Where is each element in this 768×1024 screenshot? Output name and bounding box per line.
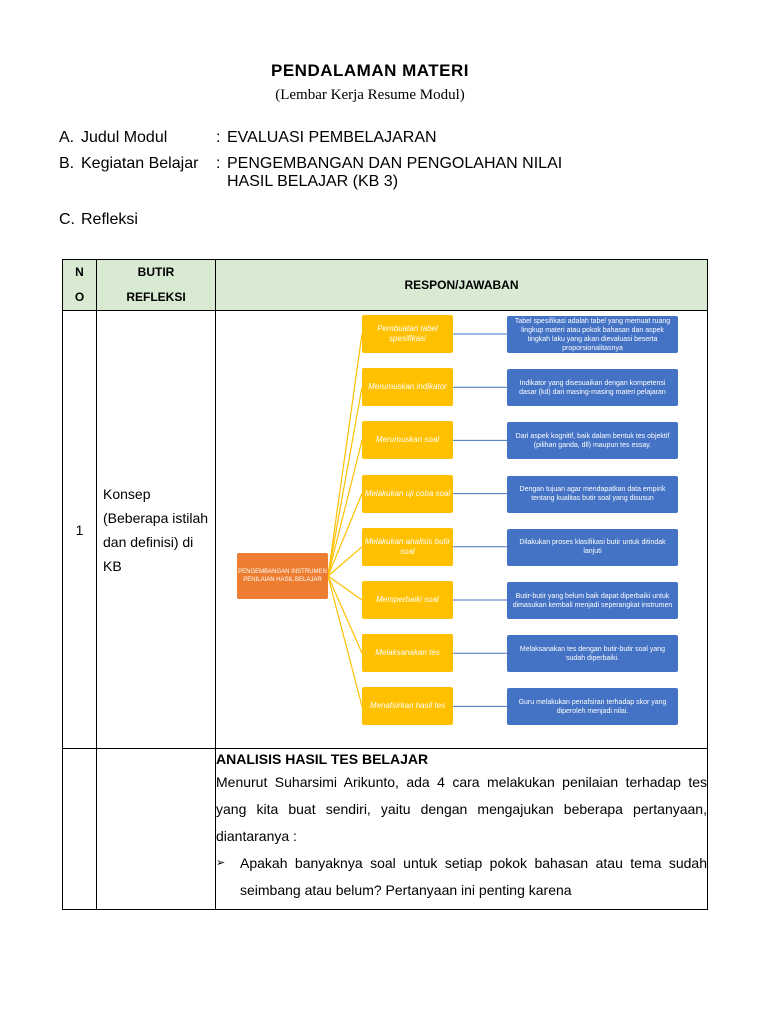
info-b-prefix: B.	[59, 155, 75, 172]
analysis-body: Menurut Suharsimi Arikunto, ada 4 cara melakukan penilaian terhadap tes yang kita buat sendiri, yaitu dengan mengajukan beberapa pertanyaan, diantaranya :	[216, 774, 707, 844]
analysis-bullet-text: Apakah banyaknya soal untuk setiap pokok bahasan atau tema sudah seimbang atau belum? Pertanyaan ini penting karena	[240, 855, 707, 898]
header-no-line2: O	[74, 290, 85, 304]
row1-butir: Konsep (Beberapa istilah dan definisi) di KB	[97, 311, 216, 749]
center-connector-line	[328, 387, 362, 576]
step-label-node: Memperbaiki soal	[362, 581, 453, 619]
header-butir-line2: REFLEKSI	[126, 290, 186, 304]
reflection-table	[62, 259, 708, 910]
step-label-node: Menafsirkan hasil tes	[362, 687, 453, 725]
step-description-node: Dengan tujuan agar mendapatkan data empirik tentang kualitas butir soal yang disusun	[507, 476, 678, 513]
info-c-prefix: C.	[59, 211, 75, 228]
info-a-separator: :	[216, 129, 221, 146]
page-subtitle: (Lembar Kerja Resume Modul)	[275, 87, 465, 103]
step-description-node: Guru melakukan penafsiran terhadap skor yang diperoleh menjadi nilai.	[507, 688, 678, 725]
step-label-node: Melaksanakan tes	[362, 634, 453, 672]
info-c-label: Refleksi	[81, 211, 138, 228]
info-b-label: Kegiatan Belajar	[81, 155, 199, 172]
analysis-bullet	[216, 850, 707, 904]
table-row	[63, 311, 708, 749]
step-description-node: Melaksanakan tes dengan butir-butir soal yang sudah diperbaiki.	[507, 635, 678, 672]
step-label-node: Melakukan uji coba soal	[362, 475, 453, 513]
info-b-separator: :	[216, 155, 221, 172]
header-respon: RESPON/JAWABAN	[216, 260, 708, 311]
step-description-node: Tabel spesifikasi adalah tabel yang memuat ruang lingkup materi atau pokok bahasan dan aspek tingkah laku yang akan dievaluasi beserta proporsionalitasnya	[507, 316, 678, 353]
header-no-line1: N	[75, 265, 84, 279]
center-connector-line	[328, 440, 362, 576]
center-connector-line	[328, 547, 362, 576]
header-butir	[97, 260, 216, 311]
row2-analysis	[216, 749, 708, 910]
page-title: PENDALAMAN MATERI	[270, 61, 469, 80]
info-b-value-line1: PENGEMBANGAN DAN PENGOLAHAN NILAI	[227, 155, 563, 172]
center-connector-line	[328, 334, 362, 576]
bullet-arrow-icon: ➢	[216, 857, 226, 869]
mind-map-diagram	[216, 311, 705, 748]
step-description-node: Indikator yang disesuaikan dengan kompetensi dasar (kd) dari masing-masing materi pelajaran	[507, 369, 678, 406]
step-label-node: Melakukan analisis butir soal	[362, 528, 453, 566]
info-b-value-line2: HASIL BELAJAR (KB 3)	[227, 173, 399, 190]
header-no	[63, 260, 97, 311]
row2-butir	[97, 749, 216, 910]
row1-no: 1	[63, 311, 97, 749]
step-description-node: Dari aspek kognitif, baik dalam bentuk tes objektif (pilihan ganda, dll) maupun tes essay.	[507, 422, 678, 459]
table-header-row	[63, 260, 708, 311]
center-node: PENGEMBANGAN INSTRUMEN PENILAIAN HASIL BELAJAR	[237, 553, 328, 599]
step-description-node: Butir-butir yang belum baik dapat diperbaiki untuk dimasukan kembali menjadi seperangkat instrumen	[507, 582, 678, 619]
info-a-prefix: A.	[59, 129, 75, 146]
row1-diagram-cell	[216, 311, 708, 749]
analysis-title: ANALISIS HASIL TES BELAJAR	[216, 751, 429, 767]
table-row	[63, 749, 708, 910]
step-label-node: Merumuskan soal	[362, 421, 453, 459]
step-description-node: Dilakukan proses klasifikasi butir untuk ditindak lanjuti	[507, 529, 678, 566]
info-a-label: Judul Modul	[81, 129, 168, 146]
header-butir-line1: BUTIR	[137, 265, 175, 279]
step-label-node: Merumuskan indikator	[362, 368, 453, 406]
info-a-value: EVALUASI PEMBELAJARAN	[227, 129, 437, 146]
row2-no	[63, 749, 97, 910]
step-label-node: Pembuatan tabel spesifikasi	[362, 315, 453, 353]
